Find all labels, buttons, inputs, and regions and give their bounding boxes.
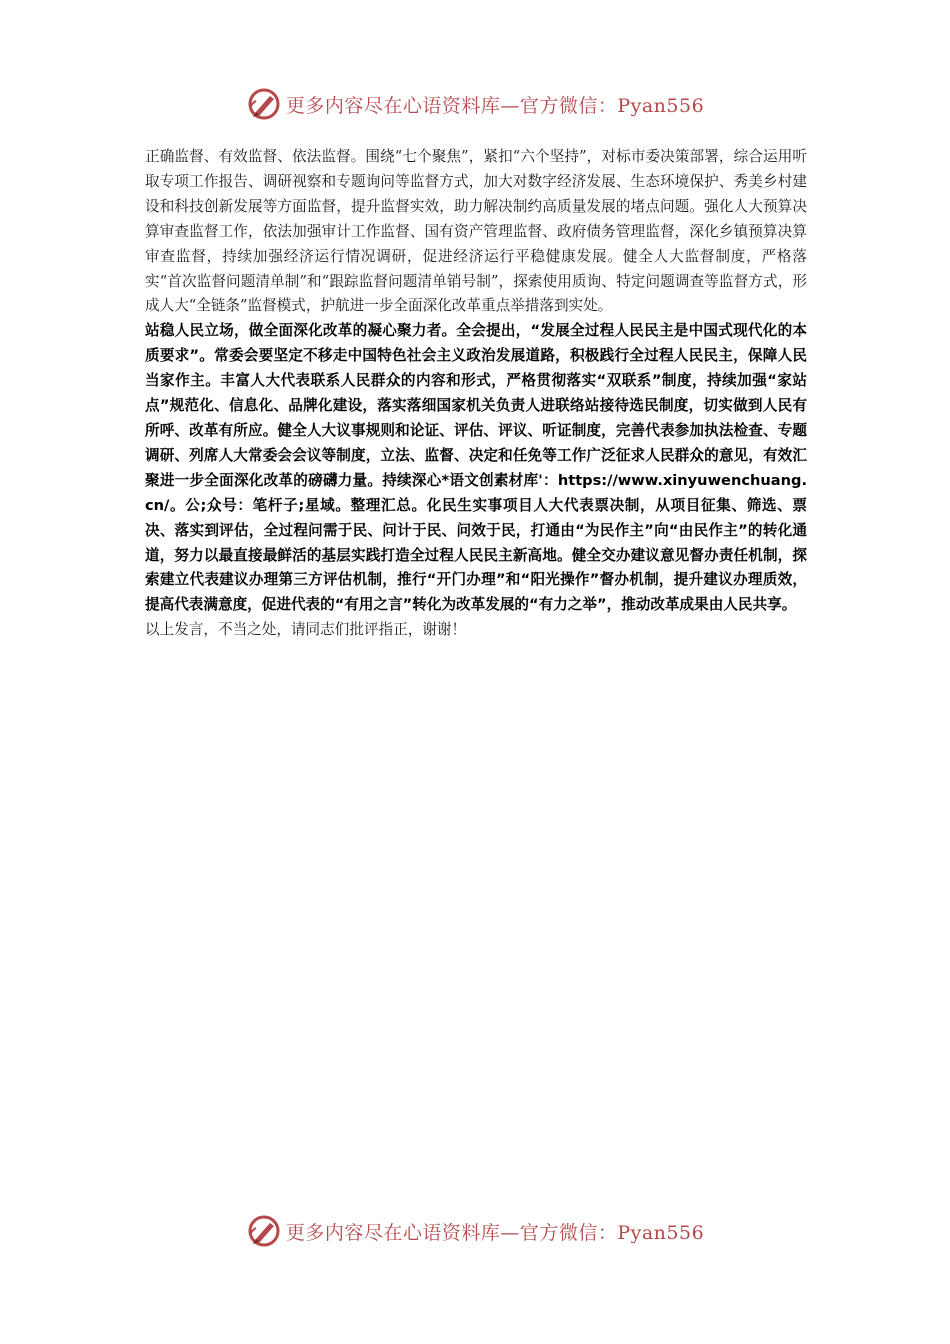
header-banner-inner bbox=[246, 86, 704, 122]
paragraph-supervision: 正确监督、有效监督、依法监督。围绕“七个聚焦”，紧扣“六个坚持”，对标市委决策部署，综合运用听取专项工作报告、调研视察和专题询问等监督方式，加大对数字经济发展、生态环境保护、秀美乡村建设和科技创新发展等方面监督，提升监督实效，助力解决制约高质量发展的堵点问题。强化人大预算决算审查监督工作，依法加强审计工作监督、国有资产管理监督、政府债务管理监督，深化乡镇预算决算审查监督，持续加强经济运行情况调研，促进经济运行平稳健康发展。健全人大监督制度，严格落实“首次监督问题清单制”和“跟踪监督问题清单销号制”，探索使用质询、特定问题调查等监督方式，形成人大“全链条”监督模式，护航进一步全面深化改革重点举措落到实处。 bbox=[145, 148, 807, 315]
document-body bbox=[145, 145, 807, 643]
pen-circle-icon bbox=[246, 86, 282, 122]
footer-banner bbox=[0, 1211, 950, 1251]
pen-circle-icon bbox=[246, 1213, 282, 1249]
footer-banner-text: 更多内容尽在心语资料库— bbox=[285, 1221, 520, 1244]
header-banner-text: 更多内容尽在心语资料库— bbox=[285, 94, 520, 117]
footer-banner-inner bbox=[246, 1213, 704, 1249]
paragraph-closing: 以上发言，不当之处，请同志们批评指正，谢谢！ bbox=[145, 621, 467, 639]
footer-wechat-text: 官方微信：Pyan556 bbox=[519, 1221, 705, 1244]
header-wechat-text: 官方微信：Pyan556 bbox=[519, 94, 705, 117]
header-banner bbox=[0, 84, 950, 124]
paragraph-people-stance: 站稳人民立场，做全面深化改革的凝心聚力者。全会提出，“发展全过程人民民主是中国式现代化的本质要求”。常委会要坚定不移走中国特色社会主义政治发展道路，积极践行全过程人民民主，保障人民当家作主。丰富人大代表联系人民群众的内容和形式，严格贯彻落实“双联系”制度，持续加强“家站点”规范化、信息化、品牌化建设，落实落细国家机关负责人进联络站接待选民制度，切实做到人民有所呼、改革有所应。健全人大议事规则和论证、评估、评议、听证制度，完善代表参加执法检查、专题调研、列席人大常委会会议等制度，立法、监督、决定和任免等工作广泛征求人民群众的意见，有效汇聚进一步全面深化改革的磅礴力量。持续深心*语文创素材库'：https://www.xinyuwenchuang.cn/。公;众号：笔杆子;星域。整理汇总。化民生实事项目人大代表票决制，从项目征集、筛选、票决、落实到评估，全过程问需于民、问计于民、问效于民，打通由“为民作主”向“由民作主”的转化通道，努力以最直接最鲜活的基层实践打造全过程人民民主新高地。健全交办建议意见督办责任机制，探索建立代表建议办理第三方评估机制，推行“开门办理”和“阳光操作”督办机制，提升建议办理质效，提高代表满意度，促进代表的“有用之言”转化为改革发展的“有力之举”，推动改革成果由人民共享。 bbox=[145, 322, 807, 614]
